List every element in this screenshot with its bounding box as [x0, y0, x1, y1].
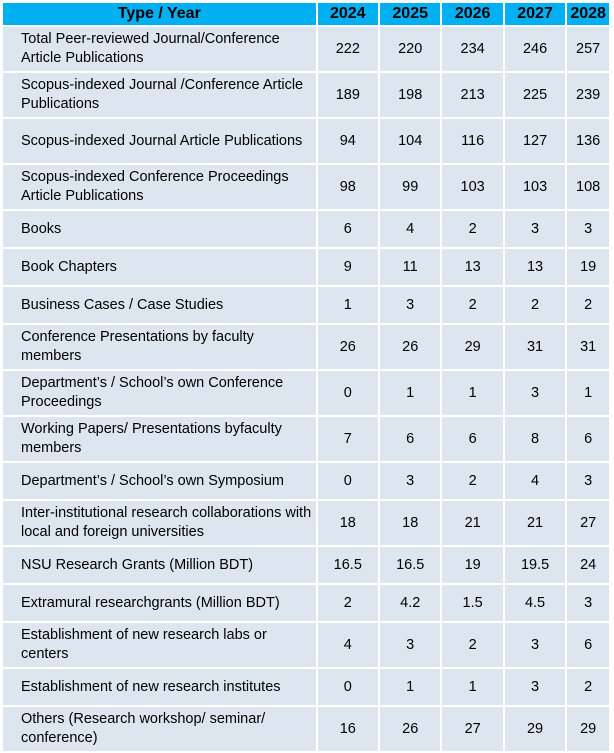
cell-value: 29: [442, 325, 502, 369]
cell-value: 18: [318, 501, 378, 545]
row-label: Others (Research workshop/ seminar/ conference): [3, 707, 316, 751]
cell-value: 4.2: [380, 585, 440, 621]
type-year-header: Type / Year: [3, 3, 316, 25]
cell-value: 29: [567, 707, 609, 751]
cell-value: 94: [318, 119, 378, 163]
cell-value: 3: [505, 669, 565, 705]
cell-value: 104: [380, 119, 440, 163]
cell-value: 198: [380, 73, 440, 117]
cell-value: 4: [505, 463, 565, 499]
cell-value: 189: [318, 73, 378, 117]
cell-value: 26: [318, 325, 378, 369]
cell-value: 4: [380, 211, 440, 247]
table-row: [3, 707, 609, 751]
cell-value: 16.5: [380, 547, 440, 583]
row-label: Total Peer-reviewed Journal/Conference Article Publications: [3, 27, 316, 71]
cell-value: 31: [505, 325, 565, 369]
cell-value: 2: [567, 287, 609, 323]
row-label: Department’s / School’s own Conference Proceedings: [3, 371, 316, 415]
cell-value: 108: [567, 165, 609, 209]
row-label: Establishment of new research labs or centers: [3, 623, 316, 667]
cell-value: 6: [567, 417, 609, 461]
row-label: NSU Research Grants (Million BDT): [3, 547, 316, 583]
cell-value: 3: [505, 371, 565, 415]
cell-value: 9: [318, 249, 378, 285]
cell-value: 239: [567, 73, 609, 117]
row-label: Scopus-indexed Journal /Conference Article Publications: [3, 73, 316, 117]
cell-value: 3: [567, 463, 609, 499]
table-row: [3, 371, 609, 415]
cell-value: 234: [442, 27, 502, 71]
row-label: Conference Presentations by faculty members: [3, 325, 316, 369]
cell-value: 127: [505, 119, 565, 163]
cell-value: 13: [442, 249, 502, 285]
row-label: Scopus-indexed Journal Article Publications: [3, 119, 316, 163]
cell-value: 21: [442, 501, 502, 545]
table-row: [3, 547, 609, 583]
cell-value: 1.5: [442, 585, 502, 621]
table-row: [3, 287, 609, 323]
cell-value: 6: [442, 417, 502, 461]
cell-value: 6: [380, 417, 440, 461]
cell-value: 6: [318, 211, 378, 247]
cell-value: 213: [442, 73, 502, 117]
table-row: [3, 165, 609, 209]
header-row: [3, 3, 609, 25]
cell-value: 2: [442, 623, 502, 667]
row-label: Books: [3, 211, 316, 247]
cell-value: 3: [567, 585, 609, 621]
cell-value: 1: [380, 371, 440, 415]
cell-value: 1: [318, 287, 378, 323]
cell-value: 116: [442, 119, 502, 163]
table-row: [3, 249, 609, 285]
cell-value: 31: [567, 325, 609, 369]
cell-value: 16: [318, 707, 378, 751]
year-header-2024: 2024: [318, 3, 378, 25]
cell-value: 29: [505, 707, 565, 751]
cell-value: 2: [442, 463, 502, 499]
cell-value: 246: [505, 27, 565, 71]
research-targets-table: [1, 1, 611, 753]
cell-value: 2: [442, 211, 502, 247]
year-header-2026: 2026: [442, 3, 502, 25]
table-row: [3, 27, 609, 71]
table-row: [3, 119, 609, 163]
cell-value: 6: [567, 623, 609, 667]
cell-value: 98: [318, 165, 378, 209]
cell-value: 1: [442, 371, 502, 415]
cell-value: 18: [380, 501, 440, 545]
cell-value: 1: [380, 669, 440, 705]
cell-value: 3: [380, 623, 440, 667]
cell-value: 19: [567, 249, 609, 285]
year-header-2028: 2028: [567, 3, 609, 25]
cell-value: 103: [442, 165, 502, 209]
cell-value: 11: [380, 249, 440, 285]
cell-value: 7: [318, 417, 378, 461]
cell-value: 0: [318, 463, 378, 499]
year-header-2025: 2025: [380, 3, 440, 25]
row-label: Extramural researchgrants (Million BDT): [3, 585, 316, 621]
cell-value: 0: [318, 371, 378, 415]
cell-value: 3: [380, 287, 440, 323]
cell-value: 27: [567, 501, 609, 545]
row-label: Book Chapters: [3, 249, 316, 285]
cell-value: 0: [318, 669, 378, 705]
cell-value: 2: [567, 669, 609, 705]
cell-value: 27: [442, 707, 502, 751]
cell-value: 257: [567, 27, 609, 71]
cell-value: 2: [318, 585, 378, 621]
cell-value: 136: [567, 119, 609, 163]
table-row: [3, 623, 609, 667]
row-label: Department’s / School’s own Symposium: [3, 463, 316, 499]
cell-value: 19.5: [505, 547, 565, 583]
table-row: [3, 463, 609, 499]
table-row: [3, 211, 609, 247]
cell-value: 2: [505, 287, 565, 323]
row-label: Inter-institutional research collaborations with local and foreign universities: [3, 501, 316, 545]
cell-value: 1: [442, 669, 502, 705]
year-header-2027: 2027: [505, 3, 565, 25]
cell-value: 3: [567, 211, 609, 247]
cell-value: 103: [505, 165, 565, 209]
cell-value: 4.5: [505, 585, 565, 621]
cell-value: 1: [567, 371, 609, 415]
cell-value: 26: [380, 325, 440, 369]
table-row: [3, 417, 609, 461]
cell-value: 24: [567, 547, 609, 583]
cell-value: 220: [380, 27, 440, 71]
cell-value: 3: [380, 463, 440, 499]
table-row: [3, 73, 609, 117]
cell-value: 8: [505, 417, 565, 461]
cell-value: 21: [505, 501, 565, 545]
cell-value: 26: [380, 707, 440, 751]
cell-value: 3: [505, 623, 565, 667]
cell-value: 222: [318, 27, 378, 71]
cell-value: 3: [505, 211, 565, 247]
cell-value: 225: [505, 73, 565, 117]
cell-value: 99: [380, 165, 440, 209]
row-label: Scopus-indexed Conference Proceedings Article Publications: [3, 165, 316, 209]
row-label: Establishment of new research institutes: [3, 669, 316, 705]
cell-value: 19: [442, 547, 502, 583]
row-label: Working Papers/ Presentations byfaculty members: [3, 417, 316, 461]
table-row: [3, 501, 609, 545]
cell-value: 16.5: [318, 547, 378, 583]
table-row: [3, 669, 609, 705]
cell-value: 4: [318, 623, 378, 667]
cell-value: 2: [442, 287, 502, 323]
table-row: [3, 325, 609, 369]
table-row: [3, 585, 609, 621]
cell-value: 13: [505, 249, 565, 285]
row-label: Business Cases / Case Studies: [3, 287, 316, 323]
